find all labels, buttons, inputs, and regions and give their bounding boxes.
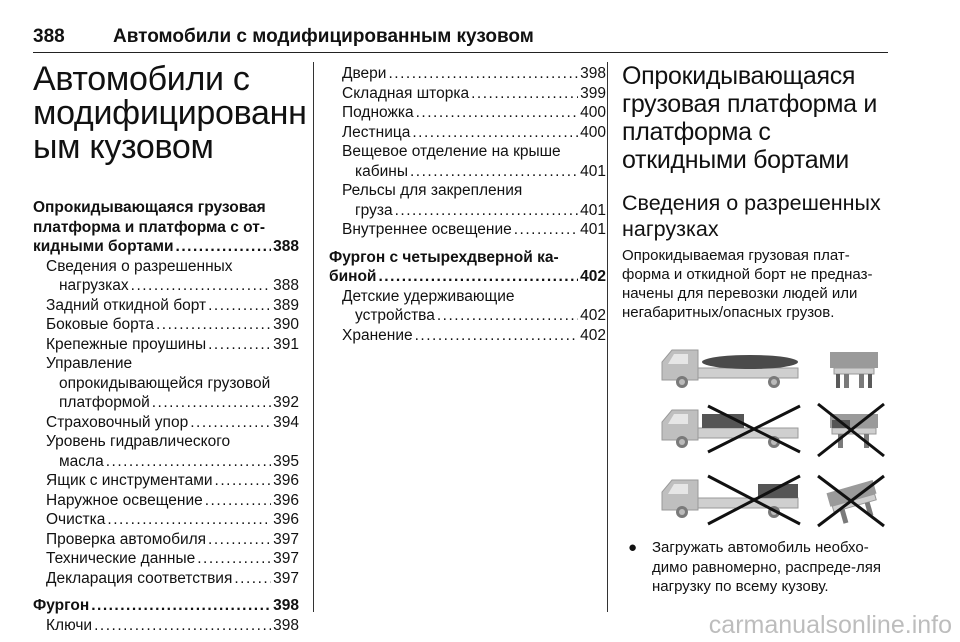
toc-page-number: 402 [580, 326, 606, 344]
toc-page-number: 396 [273, 491, 299, 509]
truck-rear-view-icon [830, 352, 878, 388]
toc-entry-text: Рельсы для закрепления [342, 182, 523, 199]
toc-leader-dots [94, 616, 271, 636]
toc-page-number: 398 [273, 616, 299, 634]
chapter-title-line: ым кузовом [33, 128, 214, 166]
toc-leader-dots [416, 103, 579, 123]
toc-entry-text: опрокидывающейся грузовой [59, 374, 271, 392]
truck-side-load-icon [818, 404, 884, 456]
chapter-title-line: модифицированн [33, 94, 307, 132]
toc-page-number: 390 [273, 316, 299, 333]
toc-entry-text: Проверка автомобиля [46, 530, 207, 548]
toc-leader-dots [437, 306, 578, 326]
toc-page-number: 394 [273, 413, 299, 431]
toc-entry[interactable] [33, 491, 299, 511]
toc-entry-text: Ключи [46, 616, 93, 634]
bullet-text: Загружать автомобиль необхо-димо равномерно, распреде-ляя нагрузку по всему кузову. [652, 539, 881, 595]
toc-leader-dots [395, 201, 579, 221]
toc-entry[interactable] [33, 530, 299, 550]
toc-entry[interactable] [329, 220, 606, 240]
toc-entry-text: Уровень гидравлического [46, 433, 231, 450]
toc-entry-text: кидными бортами [33, 238, 174, 255]
toc-entry[interactable] [33, 432, 299, 471]
toc-leader-dots [131, 276, 271, 296]
toc-entry-text: Складная шторка [342, 84, 470, 102]
chapter-title [33, 60, 307, 166]
toc-leader-dots [410, 162, 578, 182]
toc-leader-dots [156, 315, 271, 335]
toc-page-number: 398 [580, 65, 606, 82]
toc-entry-text: платформа и платформа с от- [33, 218, 265, 236]
column-divider [607, 62, 608, 612]
toc-page-number: 399 [580, 84, 606, 102]
toc-leader-dots [190, 413, 271, 433]
truck-even-load-icon [662, 350, 798, 388]
toc-leader-dots [91, 596, 271, 616]
toc-entry[interactable] [329, 64, 606, 84]
toc-entry-text: Хранение [342, 326, 413, 344]
toc-column-left [33, 60, 307, 635]
toc-page-number: 397 [273, 530, 299, 548]
toc-column-middle [329, 64, 606, 345]
toc-page-number: 400 [580, 123, 606, 141]
toc-leader-dots [378, 267, 578, 287]
toc-entry[interactable] [33, 471, 299, 491]
toc-page-number: 401 [580, 201, 606, 219]
toc-entry-text: Фургон [33, 597, 90, 614]
toc-entry-text: Детские удерживающие [342, 287, 515, 305]
toc-entry-text: масла [59, 452, 104, 470]
toc-page-number: 402 [580, 268, 606, 285]
toc-leader-dots [471, 84, 578, 104]
toc-page-number: 392 [273, 394, 299, 411]
toc-leader-dots [107, 510, 271, 530]
toc-leader-dots [176, 237, 272, 257]
toc-entry[interactable] [329, 142, 606, 181]
toc-entry[interactable] [329, 181, 606, 220]
toc-section-entry[interactable] [33, 596, 299, 616]
truck-rear-load-icon [662, 476, 800, 524]
toc-entry-text: Наружное освещение [46, 491, 203, 509]
toc-entry-text: Декларация соответствия [46, 569, 233, 587]
truck-front-load-icon [662, 406, 800, 452]
toc-leader-dots [388, 64, 578, 84]
toc-entry-text: нагрузках [59, 277, 129, 294]
toc-entry[interactable] [33, 549, 299, 569]
toc-entry-text: Вещевое отделение на крыше [342, 143, 561, 160]
toc-page-number: 401 [580, 221, 606, 238]
truck-tilted-load-icon [818, 476, 884, 526]
toc-leader-dots [215, 471, 272, 491]
toc-leader-dots [208, 530, 271, 550]
toc-leader-dots [208, 335, 271, 355]
chapter-title-line: Автомобили с [33, 60, 250, 98]
toc-page-number: 397 [273, 569, 299, 587]
toc-entry[interactable] [33, 335, 299, 355]
toc-page-number: 401 [580, 162, 606, 180]
toc-entry[interactable] [33, 569, 299, 589]
intro-paragraph: Опрокидываемая грузовая плат-форма и откидной борт не предназ-начены для перевозки людей или негабаритных/опасных грузов. [622, 247, 873, 321]
page-header [33, 22, 888, 53]
toc-section-entry[interactable] [329, 248, 606, 287]
bullet-icon: ● [628, 539, 638, 556]
toc-entry[interactable] [329, 287, 606, 326]
toc-page-number: 388 [273, 277, 299, 294]
toc-page-number: 396 [273, 511, 299, 528]
column-divider [313, 62, 314, 612]
toc-entry[interactable] [329, 103, 606, 123]
toc-entry-text: платформой [59, 394, 150, 411]
toc-leader-dots [234, 569, 271, 589]
toc-entry-text: Управление [46, 355, 133, 372]
toc-entry[interactable] [33, 315, 299, 335]
toc-entry-text: груза [355, 201, 393, 219]
toc-entry-text: Страховочный упор [46, 413, 189, 431]
toc-page-number: 396 [273, 472, 299, 489]
toc-entry-text: Двери [342, 65, 387, 82]
toc-entry-text: Технические данные [46, 550, 196, 567]
section-subtitle: Сведения о разрешенных нагрузках [622, 191, 881, 241]
toc-entry-text: Опрокидывающаяся грузовая [33, 199, 266, 216]
toc-leader-dots [152, 393, 271, 413]
table-of-contents-continued [329, 64, 606, 345]
toc-leader-dots [514, 220, 578, 240]
toc-entry-text: Задний откидной борт [46, 296, 207, 314]
toc-leader-dots [415, 326, 579, 346]
toc-entry[interactable] [33, 413, 299, 433]
toc-page-number: 398 [273, 597, 299, 614]
toc-entry-text: кабины [355, 162, 408, 180]
toc-entry[interactable] [33, 257, 299, 296]
content-column [622, 62, 892, 595]
toc-page-number: 397 [273, 550, 299, 567]
toc-page-number: 389 [273, 296, 299, 314]
toc-entry[interactable] [329, 84, 606, 104]
toc-leader-dots [106, 452, 271, 472]
toc-leader-dots [208, 296, 271, 316]
toc-section-entry[interactable] [33, 198, 299, 257]
toc-entry-text: Ящик с инструментами [46, 472, 213, 489]
toc-entry[interactable] [329, 123, 606, 143]
toc-entry-text: устройства [355, 307, 435, 324]
page-number: 388 [33, 26, 65, 47]
toc-entry-text: Подножка [342, 104, 414, 121]
toc-entry-text: Крепежные проушины [46, 335, 207, 353]
toc-entry-text: биной [329, 268, 377, 285]
load-distribution-illustration [658, 342, 886, 530]
toc-leader-dots [205, 491, 271, 511]
toc-page-number: 402 [580, 307, 606, 324]
header-title: Автомобили с модифицированным кузовом [113, 26, 534, 47]
toc-page-number: 391 [273, 335, 299, 353]
toc-leader-dots [197, 549, 271, 569]
toc-page-number: 395 [273, 452, 299, 470]
watermark: carmanualsonline.info [708, 611, 952, 639]
toc-entry[interactable] [33, 354, 299, 413]
toc-entry-text: Фургон с четырехдверной ка- [329, 248, 559, 266]
toc-entry[interactable] [329, 326, 606, 346]
toc-entry-text: Лестница [342, 123, 411, 141]
toc-entry[interactable] [33, 616, 299, 636]
toc-page-number: 400 [580, 104, 606, 121]
toc-entry[interactable] [33, 296, 299, 316]
toc-entry[interactable] [33, 510, 299, 530]
toc-leader-dots [412, 123, 578, 143]
toc-entry-text: Очистка [46, 511, 106, 528]
bullet-item [622, 538, 890, 597]
toc-entry-text: Сведения о разрешенных [46, 257, 233, 275]
toc-entry-text: Боковые борта [46, 316, 154, 333]
section-title: Опрокидывающаяся грузовая платформа и платформа с откидными бортами [622, 62, 878, 174]
toc-page-number: 388 [273, 238, 299, 255]
toc-entry-text: Внутреннее освещение [342, 221, 512, 238]
table-of-contents [33, 198, 299, 635]
